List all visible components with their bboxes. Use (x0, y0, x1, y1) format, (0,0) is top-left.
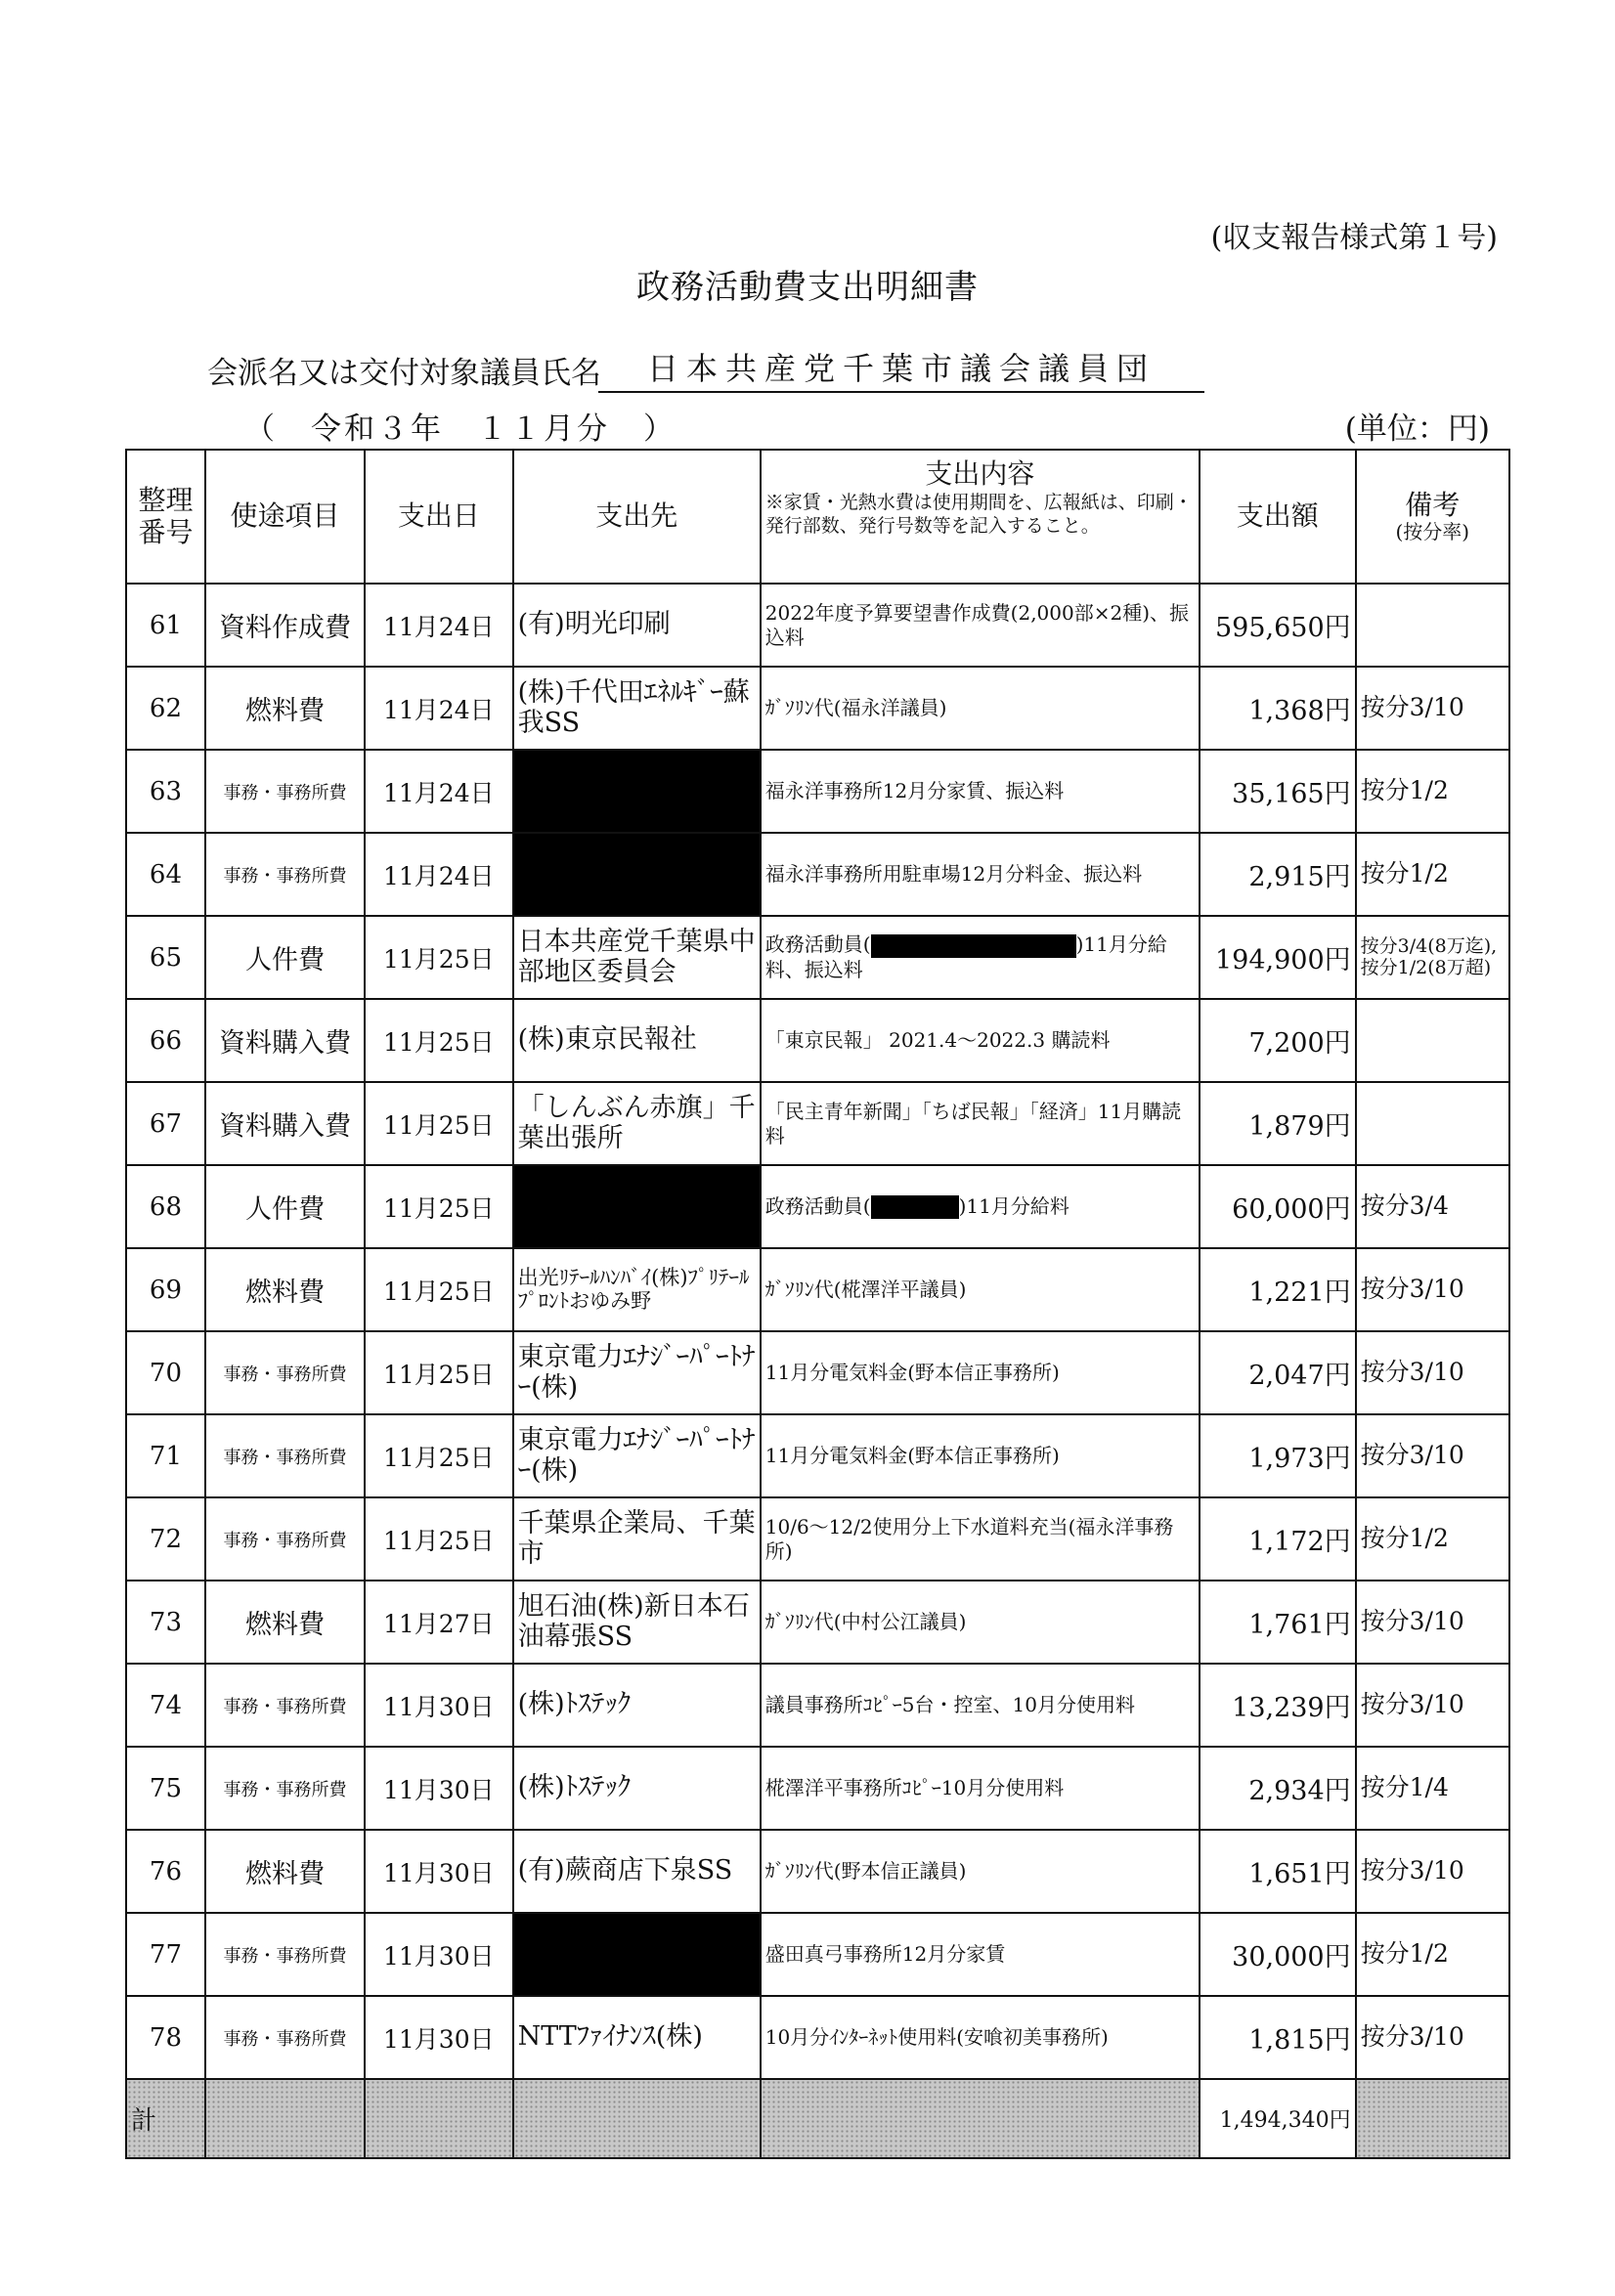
header-remarks (1356, 450, 1509, 584)
row-date: 11月25日 (365, 999, 513, 1082)
row-content: 福永洋事務所12月分家賃、振込料 (761, 750, 1200, 833)
row-date: 11月30日 (365, 1747, 513, 1830)
shaded-cell (1356, 2079, 1509, 2158)
row-remarks: 按分1/4 (1356, 1747, 1509, 1830)
row-purpose: 事務・事務所費 (205, 750, 365, 833)
row-remarks: 按分3/10 (1356, 1581, 1509, 1664)
table-row (126, 1747, 1509, 1830)
table-row (126, 1996, 1509, 2079)
row-amount: 2,934円 (1200, 1747, 1356, 1830)
table-row (126, 1414, 1509, 1497)
row-purpose: 事務・事務所費 (205, 1913, 365, 1996)
row-no: 76 (126, 1830, 205, 1913)
row-content: 福永洋事務所用駐車場12月分料金、振込料 (761, 833, 1200, 916)
row-amount: 2,047円 (1200, 1331, 1356, 1414)
total-row (126, 2079, 1509, 2158)
row-date: 11月30日 (365, 1664, 513, 1747)
table-row (126, 1165, 1509, 1248)
row-purpose: 事務・事務所費 (205, 1497, 365, 1581)
row-no: 63 (126, 750, 205, 833)
row-content: 11月分電気料金(野本信正事務所) (761, 1414, 1200, 1497)
row-content: 10/6～12/2使用分上下水道料充当(福永洋事務所) (761, 1497, 1200, 1581)
row-amount: 2,915円 (1200, 833, 1356, 916)
header-remarks-label: 備考 (1405, 488, 1461, 521)
row-payee: 出光ﾘﾃｰﾙﾊﾝﾊﾞｲ(株)ﾌﾟﾘﾃｰﾙﾌﾟﾛﾝﾄおゆみ野 (513, 1248, 761, 1331)
row-amount: 194,900円 (1200, 916, 1356, 999)
row-content-part-a: 政務活動員( (764, 1193, 871, 1218)
row-amount: 1,879円 (1200, 1082, 1356, 1165)
row-payee: (株)ﾄｽﾃｯｸ (513, 1747, 761, 1830)
row-amount: 595,650円 (1200, 584, 1356, 667)
row-purpose: 事務・事務所費 (205, 1664, 365, 1747)
row-remarks: 按分1/2 (1356, 1497, 1509, 1581)
row-payee-redacted (513, 1913, 761, 1996)
header-content-note: ※家賃・光熱水費は使用期間を、広報紙は、印刷・発行部数、発行号数等を記入すること。 (764, 492, 1193, 537)
row-date: 11月30日 (365, 1996, 513, 2079)
row-amount: 60,000円 (1200, 1165, 1356, 1248)
row-content: ｶﾞｿﾘﾝ代(野本信正議員) (761, 1830, 1200, 1913)
row-payee: NTTﾌｧｲﾅﾝｽ(株) (513, 1996, 761, 2079)
row-no: 73 (126, 1581, 205, 1664)
row-amount: 1,651円 (1200, 1830, 1356, 1913)
table-row (126, 1664, 1509, 1747)
total-amount: 1,494,340円 (1200, 2079, 1356, 2158)
row-no: 75 (126, 1747, 205, 1830)
row-content: 椛澤洋平事務所ｺﾋﾟｰ10月分使用料 (761, 1747, 1200, 1830)
row-purpose: 燃料費 (205, 667, 365, 750)
header-remarks-sub: (按分率) (1395, 520, 1470, 544)
row-no: 66 (126, 999, 205, 1082)
table-row (126, 916, 1509, 999)
row-amount: 1,221円 (1200, 1248, 1356, 1331)
row-date: 11月25日 (365, 1414, 513, 1497)
row-date: 11月25日 (365, 916, 513, 999)
row-no: 71 (126, 1414, 205, 1497)
row-remarks: 按分3/4(8万迄),按分1/2(8万超) (1356, 916, 1509, 999)
row-content-part-b: )11月分給料、振込料 (764, 932, 1167, 981)
row-date: 11月24日 (365, 833, 513, 916)
table-row (126, 1830, 1509, 1913)
row-payee-redacted (513, 833, 761, 916)
shaded-cell (761, 2079, 1200, 2158)
row-no: 69 (126, 1248, 205, 1331)
row-purpose: 人件費 (205, 1165, 365, 1248)
row-purpose: 事務・事務所費 (205, 1996, 365, 2079)
row-content: 「東京民報」 2021.4～2022.3 購読料 (761, 999, 1200, 1082)
row-content: 「民主青年新聞」「ちば民報」「経済」11月購読料 (761, 1082, 1200, 1165)
row-no: 67 (126, 1082, 205, 1165)
row-amount: 1,761円 (1200, 1581, 1356, 1664)
row-date: 11月24日 (365, 667, 513, 750)
row-amount: 35,165円 (1200, 750, 1356, 833)
row-remarks: 按分1/2 (1356, 750, 1509, 833)
row-remarks (1356, 1082, 1509, 1165)
row-remarks: 按分1/2 (1356, 1913, 1509, 1996)
row-payee: (株)ﾄｽﾃｯｸ (513, 1664, 761, 1747)
row-date: 11月30日 (365, 1913, 513, 1996)
header-content-label: 支出内容 (925, 457, 1035, 490)
row-remarks: 按分3/10 (1356, 1830, 1509, 1913)
row-payee: 日本共産党千葉県中部地区委員会 (513, 916, 761, 999)
row-payee-redacted (513, 1165, 761, 1248)
row-no: 61 (126, 584, 205, 667)
row-date: 11月25日 (365, 1248, 513, 1331)
row-payee: 東京電力ｴﾅｼﾞｰﾊﾟｰﾄﾅｰ(株) (513, 1414, 761, 1497)
unit-label: (単位：円) (1344, 412, 1490, 447)
shaded-cell (205, 2079, 365, 2158)
row-content (761, 916, 1200, 999)
faction-name: 日本共産党千葉市議会議員団 (598, 344, 1204, 393)
row-content-part-b: )11月分給料 (958, 1193, 1069, 1218)
row-remarks: 按分3/10 (1356, 1996, 1509, 2079)
row-payee: 千葉県企業局、千葉市 (513, 1497, 761, 1581)
row-remarks: 按分3/10 (1356, 1664, 1509, 1747)
row-payee: 旭石油(株)新日本石油幕張SS (513, 1581, 761, 1664)
row-amount: 1,815円 (1200, 1996, 1356, 2079)
header-amount: 支出額 (1200, 450, 1356, 584)
row-content (761, 1165, 1200, 1248)
row-amount: 1,368円 (1200, 667, 1356, 750)
row-remarks: 按分3/10 (1356, 1414, 1509, 1497)
row-remarks (1356, 584, 1509, 667)
row-no: 78 (126, 1996, 205, 2079)
row-purpose: 燃料費 (205, 1830, 365, 1913)
expense-table (125, 449, 1510, 2159)
row-no: 77 (126, 1913, 205, 1996)
row-remarks: 按分3/10 (1356, 667, 1509, 750)
redaction-bar (871, 1195, 959, 1219)
header-purpose: 使途項目 (205, 450, 365, 584)
row-no: 72 (126, 1497, 205, 1581)
row-content: 盛田真弓事務所12月分家賃 (761, 1913, 1200, 1996)
row-content: 2022年度予算要望書作成費(2,000部×2種)、振込料 (761, 584, 1200, 667)
table-header-row (126, 450, 1509, 584)
faction-label: 会派名又は交付対象議員氏名 (207, 356, 601, 391)
row-purpose: 事務・事務所費 (205, 833, 365, 916)
row-remarks: 按分3/10 (1356, 1331, 1509, 1414)
row-date: 11月27日 (365, 1581, 513, 1664)
shaded-cell (513, 2079, 761, 2158)
row-remarks (1356, 999, 1509, 1082)
row-payee: 東京電力ｴﾅｼﾞｰﾊﾟｰﾄﾅｰ(株) (513, 1331, 761, 1414)
row-payee: (有)蕨商店下泉SS (513, 1830, 761, 1913)
table-row (126, 584, 1509, 667)
table-row (126, 999, 1509, 1082)
table-row (126, 1581, 1509, 1664)
row-payee: 「しんぶん赤旗」千葉出張所 (513, 1082, 761, 1165)
row-content-part-a: 政務活動員( (764, 932, 871, 957)
row-date: 11月30日 (365, 1830, 513, 1913)
header-date: 支出日 (365, 450, 513, 584)
row-date: 11月25日 (365, 1082, 513, 1165)
row-content: 議員事務所ｺﾋﾟｰ5台・控室、10月分使用料 (761, 1664, 1200, 1747)
row-content: 10月分ｲﾝﾀｰﾈｯﾄ使用料(安喰初美事務所) (761, 1996, 1200, 2079)
row-date: 11月25日 (365, 1497, 513, 1581)
row-purpose: 燃料費 (205, 1248, 365, 1331)
row-content: ｶﾞｿﾘﾝ代(中村公江議員) (761, 1581, 1200, 1664)
form-number: (収支報告様式第１号) (1210, 221, 1498, 255)
row-amount: 7,200円 (1200, 999, 1356, 1082)
header-content (761, 450, 1200, 584)
table-row (126, 1082, 1509, 1165)
row-purpose: 資料作成費 (205, 584, 365, 667)
row-amount: 13,239円 (1200, 1664, 1356, 1747)
row-no: 70 (126, 1331, 205, 1414)
row-content: ｶﾞｿﾘﾝ代(福永洋議員) (761, 667, 1200, 750)
row-payee: (有)明光印刷 (513, 584, 761, 667)
row-content: 11月分電気料金(野本信正事務所) (761, 1331, 1200, 1414)
row-payee: (株)東京民報社 (513, 999, 761, 1082)
row-purpose: 人件費 (205, 916, 365, 999)
row-remarks: 按分1/2 (1356, 833, 1509, 916)
row-remarks: 按分3/10 (1356, 1248, 1509, 1331)
row-content: ｶﾞｿﾘﾝ代(椛澤洋平議員) (761, 1248, 1200, 1331)
row-date: 11月24日 (365, 750, 513, 833)
row-purpose: 事務・事務所費 (205, 1331, 365, 1414)
row-date: 11月24日 (365, 584, 513, 667)
table-row (126, 750, 1509, 833)
row-no: 68 (126, 1165, 205, 1248)
row-date: 11月25日 (365, 1331, 513, 1414)
row-purpose: 事務・事務所費 (205, 1747, 365, 1830)
shaded-cell (365, 2079, 513, 2158)
row-remarks: 按分3/4 (1356, 1165, 1509, 1248)
header-payee: 支出先 (513, 450, 761, 584)
table-row (126, 1497, 1509, 1581)
row-amount: 30,000円 (1200, 1913, 1356, 1996)
expense-table-container (125, 449, 1510, 2135)
table-row (126, 667, 1509, 750)
row-purpose: 燃料費 (205, 1581, 365, 1664)
document-title: 政務活動費支出明細書 (636, 268, 979, 307)
row-no: 64 (126, 833, 205, 916)
table-row (126, 1913, 1509, 1996)
table-row (126, 1331, 1509, 1414)
table-row (126, 833, 1509, 916)
row-no: 65 (126, 916, 205, 999)
row-payee: (株)千代田ｴﾈﾙｷﾞｰ蘇我SS (513, 667, 761, 750)
row-no: 74 (126, 1664, 205, 1747)
table-row (126, 1248, 1509, 1331)
row-payee-redacted (513, 750, 761, 833)
total-label: 計 (126, 2079, 205, 2158)
redaction-bar (871, 934, 1076, 958)
row-purpose: 資料購入費 (205, 999, 365, 1082)
row-no: 62 (126, 667, 205, 750)
row-purpose: 事務・事務所費 (205, 1414, 365, 1497)
header-no: 整理番号 (126, 450, 205, 584)
row-purpose: 資料購入費 (205, 1082, 365, 1165)
row-amount: 1,973円 (1200, 1414, 1356, 1497)
row-amount: 1,172円 (1200, 1497, 1356, 1581)
reporting-period: （ 令和３年 １１月分 ） (244, 412, 677, 447)
row-date: 11月25日 (365, 1165, 513, 1248)
